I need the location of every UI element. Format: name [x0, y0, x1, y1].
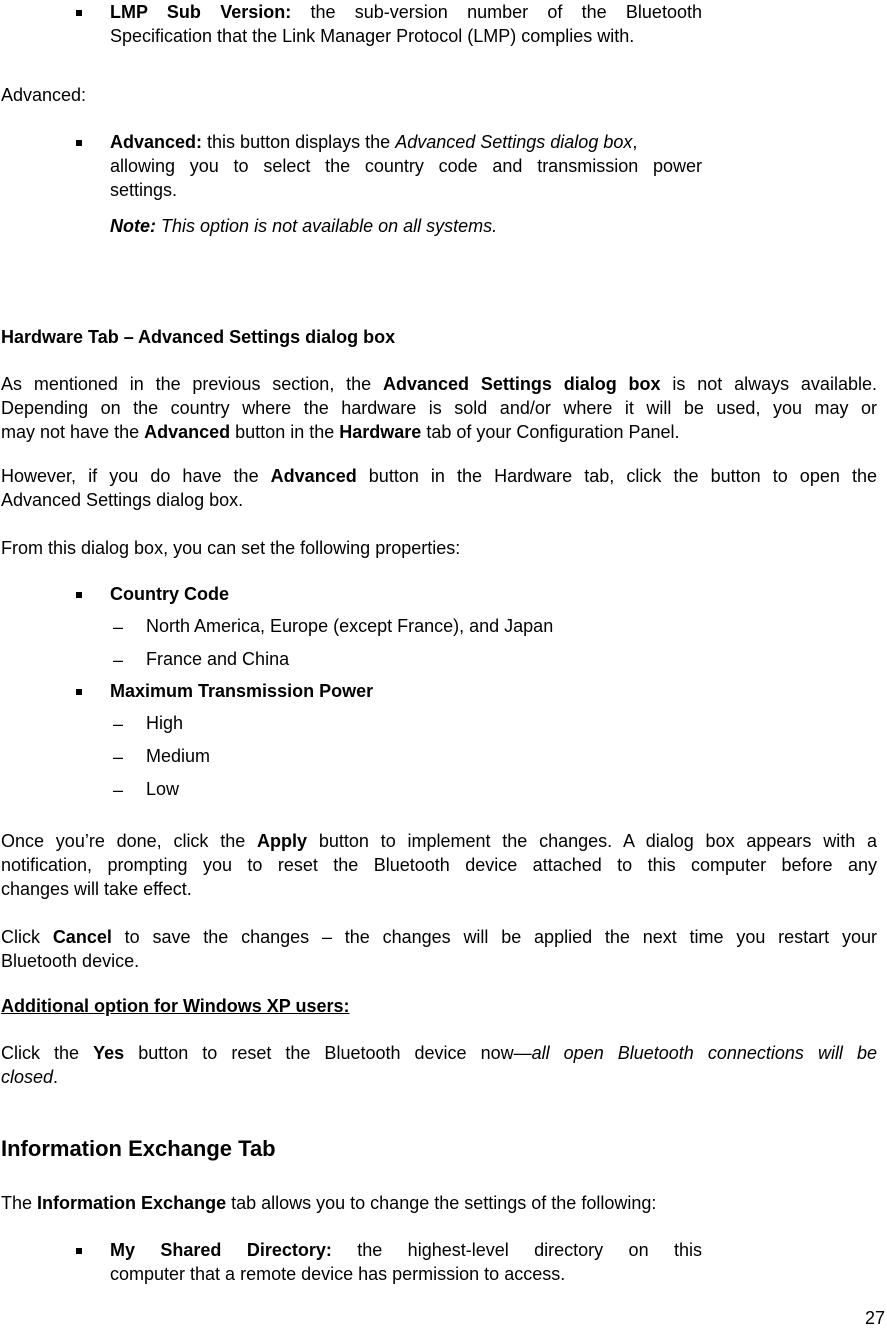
lmp-item [110, 0, 702, 48]
paragraph-4: Once you’re done, click the Apply button to implement the changes. A dialog box appears with a notification, prompting you to reset the Bluetooth device attached to this computer before any changes will take effect. [1, 831, 877, 899]
country-code-label: Country Code [110, 584, 229, 604]
note-text: This option is not available on all systems. [161, 216, 498, 236]
advanced-heading: Advanced: [1, 85, 87, 105]
shared-term: My Shared Directory: [110, 1240, 332, 1260]
bullet-square [76, 689, 82, 695]
hardware-heading: Hardware Tab – Advanced Settings dialog box [1, 327, 396, 347]
xp-heading: Additional option for Windows XP users: [1, 996, 350, 1016]
dash-bullet: – [113, 714, 124, 734]
dash-bullet: – [113, 780, 124, 800]
lmp-text: the sub-version number of the Bluetooth [310, 2, 702, 22]
paragraph-6: Click the Yes button to reset the Bluetooth device now—all open Bluetooth connections will be closed. [1, 1043, 877, 1087]
paragraph-5: Click Cancel to save the changes – the changes will be applied the next time you restart your Bluetooth device. [1, 927, 877, 971]
lmp-term: LMP Sub Version: [110, 2, 292, 22]
paragraph-7: The Information Exchange tab allows you to change the settings of the following: [1, 1193, 657, 1213]
bullet-square [76, 592, 82, 598]
lmp-text-2: Specification that the Link Manager Protocol (LMP) complies with. [110, 26, 635, 46]
power-option-low: Low [146, 779, 180, 799]
paragraph-1: As mentioned in the previous section, the Advanced Settings dialog box is not always available. Depending on the country where the hardware is sold and/or where it will be used, you may or may not have the Advanced button in the Hardware tab of your Configuration Panel. [1, 374, 877, 442]
paragraph-2: However, if you do have the Advanced button in the Hardware tab, click the button to open the Advanced Settings dialog box. [1, 466, 877, 510]
paragraph-3: From this dialog box, you can set the following properties: [1, 538, 461, 558]
bullet-square [76, 140, 82, 146]
bullet-square [76, 10, 82, 16]
power-option-high: High [146, 713, 184, 733]
info-exchange-heading: Information Exchange Tab [1, 1136, 276, 1161]
bullet-square [76, 1248, 82, 1254]
country-option-2: France and China [146, 649, 290, 669]
dash-bullet: – [113, 617, 124, 637]
page-number: 27 [864, 1308, 885, 1328]
note-label: Note: [110, 216, 156, 236]
power-label: Maximum Transmission Power [110, 681, 374, 701]
advanced-item: Advanced: this button displays the Advanced Settings dialog box, allowing you to select the country code and transmission power settings. [110, 132, 702, 200]
shared-directory-item: My Shared Directory: the highest-level directory on this computer that a remote device has permission to access. [110, 1240, 702, 1284]
dash-bullet: – [113, 650, 124, 670]
advanced-term: Advanced: [110, 132, 203, 152]
country-option-1: North America, Europe (except France), and Japan [146, 616, 554, 636]
note [110, 214, 497, 238]
power-option-medium: Medium [146, 746, 211, 766]
dash-bullet: – [113, 747, 124, 767]
